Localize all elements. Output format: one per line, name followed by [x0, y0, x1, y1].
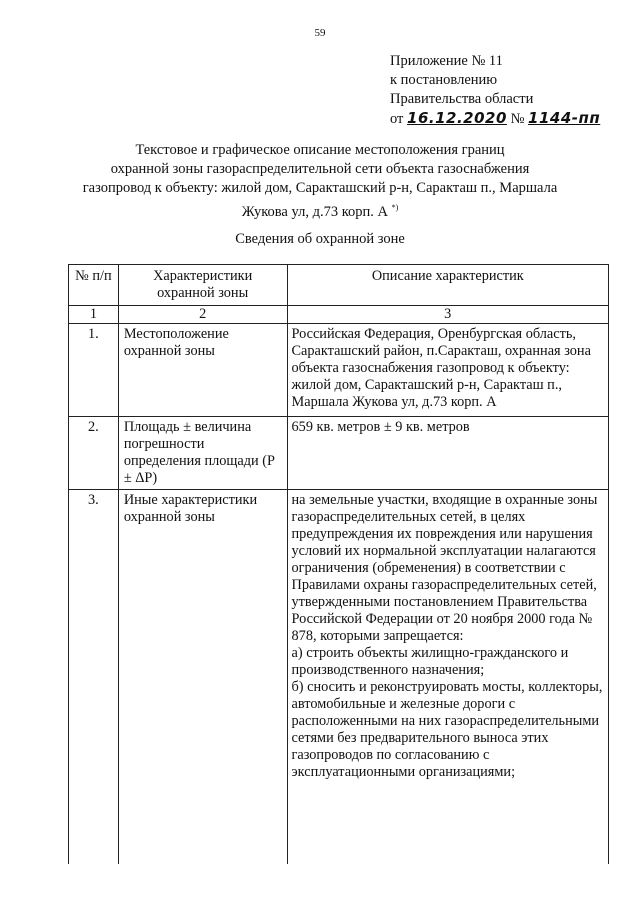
table-row: [69, 324, 609, 417]
description-paragraph: на земельные участки, входящие в охранные зоны газораспределительных сетей, в целях предупреждения их повреждения или нарушения условий их нормальной эксплуатации налагаются ограничения (обременения) в соответствии с Правилами охраны газораспределительных сетей, утвержденными постановлением Правительства Российской Федерации от 20 ноября 2000 года № 878, которыми запрещается:: [291, 492, 598, 644]
title-line: Текстовое и графическое описание местоположения границ: [135, 142, 505, 158]
column-number-row: [69, 306, 609, 324]
from-label: от: [390, 111, 404, 127]
handwritten-number: 1144-пп: [528, 109, 601, 127]
protection-zone-table: [68, 264, 609, 864]
document-title: [70, 141, 570, 222]
row-characteristic: Площадь ± величина погрешности определения площади (P ± ΔP): [118, 417, 287, 490]
page-number: 59: [314, 27, 326, 39]
handwritten-date: 16.12.2020: [407, 109, 507, 127]
appendix-block: [390, 52, 600, 129]
footnote-mark: *): [391, 203, 399, 212]
table-header-row: [69, 265, 609, 306]
row-description: [287, 490, 608, 865]
row-num: 3.: [69, 490, 119, 865]
section-subtitle: Сведения об охранной зоне: [235, 231, 405, 247]
appendix-date-line: [390, 109, 600, 129]
row-characteristic: Иные характеристики охранной зоны: [118, 490, 287, 865]
table-row: [69, 417, 609, 490]
row-num: 1.: [69, 324, 119, 417]
title-line: газопровод к объекту: жилой дом, Саракташский р-н, Саракташ п., Маршала: [82, 180, 558, 196]
row-num: 2.: [69, 417, 119, 490]
column-number: 1: [69, 306, 119, 324]
table-row: [69, 490, 609, 865]
prohibition-item-a: а) строить объекты жилищно-гражданского и производственного назначения;: [291, 645, 569, 678]
row-description: 659 кв. метров ± 9 кв. метров: [287, 417, 608, 490]
appendix-line: Приложение № 11: [390, 53, 503, 69]
row-description: Российская Федерация, Оренбургская область, Саракташский район, п.Саракташ, охранная зона объекта газоснабжения газопровод к объекту: жилой дом, Саракташский р-н, Саракташ п., Маршала Жукова ул, д.73 корп. А: [287, 324, 608, 417]
column-number: 2: [118, 306, 287, 324]
appendix-line: Правительства области: [390, 91, 534, 107]
title-line-text: Жукова ул, д.73 корп. А: [241, 203, 389, 220]
appendix-line: к постановлению: [390, 72, 498, 88]
row-characteristic: Местоположение охранной зоны: [118, 324, 287, 417]
title-line: [70, 198, 570, 222]
header-characteristic: Характеристики охранной зоны: [118, 265, 287, 306]
column-number: 3: [287, 306, 608, 324]
title-line: охранной зоны газораспределительной сети объекта газоснабжения: [110, 161, 530, 177]
prohibition-item-b: б) сносить и реконструировать мосты, коллекторы, автомобильные и железные дороги с расположенными на них газораспределительными сетями без предварительного выноса этих газопроводов по согласованию с эксплуатационными организациями;: [291, 679, 603, 780]
header-description: Описание характеристик: [287, 265, 608, 306]
header-num: № п/п: [69, 265, 119, 306]
number-sign: №: [510, 111, 525, 127]
